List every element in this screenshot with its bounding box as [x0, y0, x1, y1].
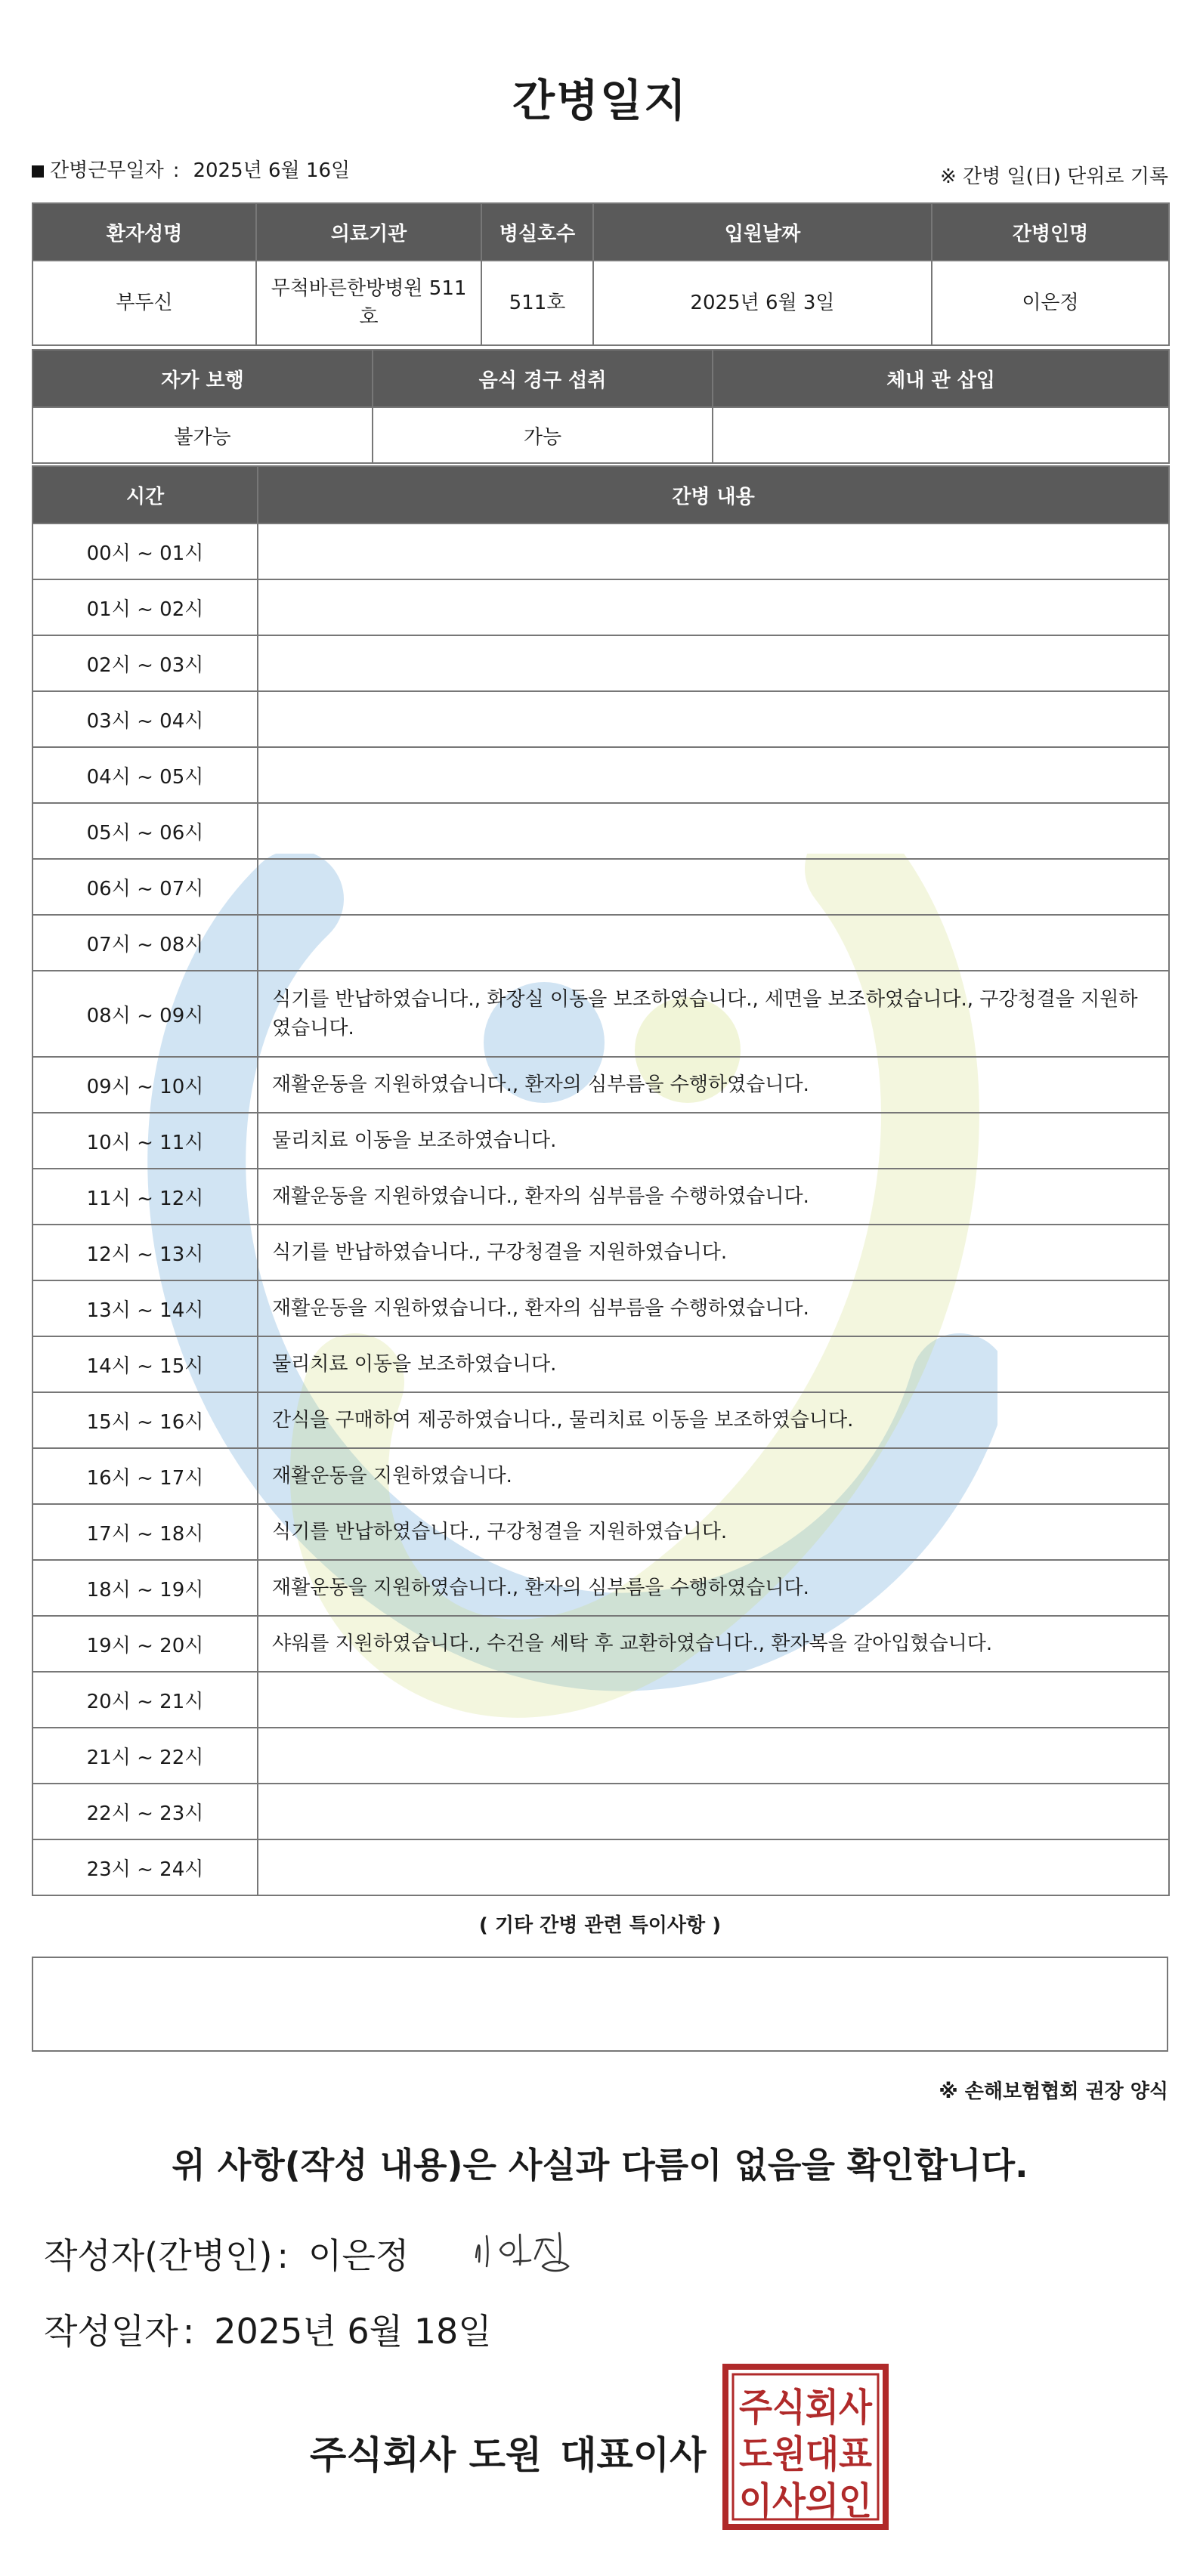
work-date-row: [32, 155, 1168, 193]
write-date-line: 작성일자 : 2025년 6월 18일: [44, 2311, 492, 2352]
table-row: [32, 803, 1169, 859]
time-header: 시간: [32, 466, 258, 524]
record-note: ※ 간병 일(日) 단위로 기록: [939, 165, 1168, 188]
time-cell: 19시 ~ 20시: [32, 1616, 258, 1672]
table-row: [32, 1504, 1169, 1560]
caregiver-name: 이은정: [932, 261, 1169, 345]
content-cell: 식기를 반납하였습니다., 구강청결을 지원하였습니다.: [258, 1225, 1169, 1280]
table-row: [32, 1616, 1169, 1672]
square-bullet-icon: [32, 165, 44, 178]
table-row: [32, 261, 1169, 345]
content-cell: [258, 1784, 1169, 1839]
table-row: [32, 1113, 1169, 1169]
table-row: [32, 1728, 1169, 1784]
patient-header-cell: 병실호수: [481, 203, 593, 261]
table-row: [32, 524, 1169, 579]
special-notes-title: ( 기타 간병 관련 특이사항 ): [478, 1914, 722, 1937]
status-header-cell: 자가 보행: [32, 350, 373, 407]
table-row: [32, 747, 1169, 803]
time-cell: 01시 ~ 02시: [32, 579, 258, 635]
time-cell: 00시 ~ 01시: [32, 524, 258, 579]
table-row: [32, 1839, 1169, 1895]
content-cell: 재활운동을 지원하였습니다.: [258, 1448, 1169, 1504]
recommendation-note: ※ 손해보험협회 권장 양식: [939, 2080, 1168, 2103]
table-header-row: [32, 203, 1169, 261]
content-cell: [258, 915, 1169, 971]
time-cell: 08시 ~ 09시: [32, 971, 258, 1057]
content-cell: 식기를 반납하였습니다., 화장실 이동을 보조하였습니다., 세면을 보조하였습니다., 구강청결을 지원하였습니다.: [258, 971, 1169, 1057]
table-row: [32, 635, 1169, 691]
patient-status-table: [32, 349, 1170, 464]
table-row: [32, 1169, 1169, 1225]
time-cell: 15시 ~ 16시: [32, 1392, 258, 1448]
date-value: 2025년 6월 18일: [214, 2311, 492, 2352]
time-cell: 12시 ~ 13시: [32, 1225, 258, 1280]
content-cell: 재활운동을 지원하였습니다., 환자의 심부름을 수행하였습니다.: [258, 1280, 1169, 1336]
table-row: [32, 971, 1169, 1057]
patient-info-table: [32, 202, 1170, 346]
time-cell: 17시 ~ 18시: [32, 1504, 258, 1560]
time-cell: 09시 ~ 10시: [32, 1057, 258, 1113]
oral-intake-status: 가능: [373, 407, 713, 463]
table-row: [32, 579, 1169, 635]
table-row: [32, 859, 1169, 915]
table-row: [32, 1448, 1169, 1504]
table-row: [32, 1225, 1169, 1280]
status-header-cell: 음식 경구 섭취: [373, 350, 713, 407]
patient-name: 부두신: [32, 261, 256, 345]
content-cell: 식기를 반납하였습니다., 구강청결을 지원하였습니다.: [258, 1504, 1169, 1560]
patient-header-cell: 입원날짜: [593, 203, 932, 261]
content-cell: 간식을 구매하여 제공하였습니다., 물리치료 이동을 보조하였습니다.: [258, 1392, 1169, 1448]
time-cell: 20시 ~ 21시: [32, 1672, 258, 1728]
company-seal: [722, 2363, 889, 2531]
table-row: [32, 407, 1169, 463]
patient-header-cell: 간병인명: [932, 203, 1169, 261]
content-cell: [258, 859, 1169, 915]
content-cell: [258, 579, 1169, 635]
admission-date: 2025년 6월 3일: [593, 261, 932, 345]
medical-institution: 무척바른한방병원 511호: [256, 261, 481, 345]
special-notes-box: [32, 1957, 1168, 2052]
content-cell: [258, 524, 1169, 579]
content-cell: 재활운동을 지원하였습니다., 환자의 심부름을 수행하였습니다.: [258, 1057, 1169, 1113]
table-row: [32, 1336, 1169, 1392]
work-date: 간병근무일자 : 2025년 6월 16일: [32, 155, 350, 183]
status-header-cell: 체내 관 삽입: [713, 350, 1169, 407]
content-cell: [258, 691, 1169, 747]
time-cell: 10시 ~ 11시: [32, 1113, 258, 1169]
patient-header-cell: 환자성명: [32, 203, 256, 261]
content-cell: 재활운동을 지원하였습니다., 환자의 심부름을 수행하였습니다.: [258, 1169, 1169, 1225]
date-label: 작성일자: [44, 2311, 178, 2352]
svg-text:주식회사: 주식회사: [739, 2386, 873, 2429]
room-number: 511호: [481, 261, 593, 345]
document-title: 간병일지: [512, 75, 688, 126]
time-cell: 22시 ~ 23시: [32, 1784, 258, 1839]
writer-line: 작성자(간병인) : 이은정: [44, 2235, 410, 2276]
time-cell: 21시 ~ 22시: [32, 1728, 258, 1784]
table-row: [32, 691, 1169, 747]
time-cell: 06시 ~ 07시: [32, 859, 258, 915]
representative-title: 대표이사: [560, 2433, 707, 2477]
work-date-label: 간병근무일자: [50, 159, 164, 182]
table-row: [32, 1560, 1169, 1616]
care-log-table: [32, 465, 1170, 1896]
writer-label: 작성자(간병인): [44, 2235, 273, 2276]
work-date-value: 2025년 6월 16일: [193, 159, 351, 182]
walking-status: 불가능: [32, 407, 373, 463]
time-cell: 13시 ~ 14시: [32, 1280, 258, 1336]
content-cell: [258, 1672, 1169, 1728]
table-row: [32, 1057, 1169, 1113]
time-cell: 23시 ~ 24시: [32, 1839, 258, 1895]
time-cell: 05시 ~ 06시: [32, 803, 258, 859]
content-cell: [258, 1728, 1169, 1784]
svg-text:도원대표: 도원대표: [739, 2432, 873, 2476]
time-cell: 11시 ~ 12시: [32, 1169, 258, 1225]
handwritten-signature: [470, 2227, 576, 2275]
table-header-row: [32, 466, 1169, 524]
company-name: 주식회사 도원: [310, 2433, 543, 2477]
time-cell: 18시 ~ 19시: [32, 1560, 258, 1616]
table-row: [32, 1392, 1169, 1448]
patient-header-cell: 의료기관: [256, 203, 481, 261]
tube-insertion-status: [713, 407, 1169, 463]
content-cell: [258, 747, 1169, 803]
confirmation-statement: 위 사항(작성 내용)은 사실과 다름이 없음을 확인합니다.: [172, 2145, 1028, 2185]
writer-name: 이은정: [308, 2235, 410, 2276]
time-cell: 04시 ~ 05시: [32, 747, 258, 803]
table-row: [32, 1784, 1169, 1839]
time-cell: 14시 ~ 15시: [32, 1336, 258, 1392]
time-cell: 16시 ~ 17시: [32, 1448, 258, 1504]
content-header: 간병 내용: [258, 466, 1169, 524]
time-cell: 02시 ~ 03시: [32, 635, 258, 691]
content-cell: [258, 1839, 1169, 1895]
content-cell: 물리치료 이동을 보조하였습니다.: [258, 1113, 1169, 1169]
content-cell: 물리치료 이동을 보조하였습니다.: [258, 1336, 1169, 1392]
content-cell: 샤워를 지원하였습니다., 수건을 세탁 후 교환하였습니다., 환자복을 갈아입혔습니다.: [258, 1616, 1169, 1672]
content-cell: [258, 635, 1169, 691]
table-row: [32, 1672, 1169, 1728]
time-cell: 07시 ~ 08시: [32, 915, 258, 971]
svg-text:이사의인: 이사의인: [739, 2479, 872, 2523]
content-cell: [258, 803, 1169, 859]
time-cell: 03시 ~ 04시: [32, 691, 258, 747]
content-cell: 재활운동을 지원하였습니다., 환자의 심부름을 수행하였습니다.: [258, 1560, 1169, 1616]
table-row: [32, 915, 1169, 971]
table-row: [32, 1280, 1169, 1336]
table-header-row: [32, 350, 1169, 407]
company-line: [310, 2425, 706, 2479]
